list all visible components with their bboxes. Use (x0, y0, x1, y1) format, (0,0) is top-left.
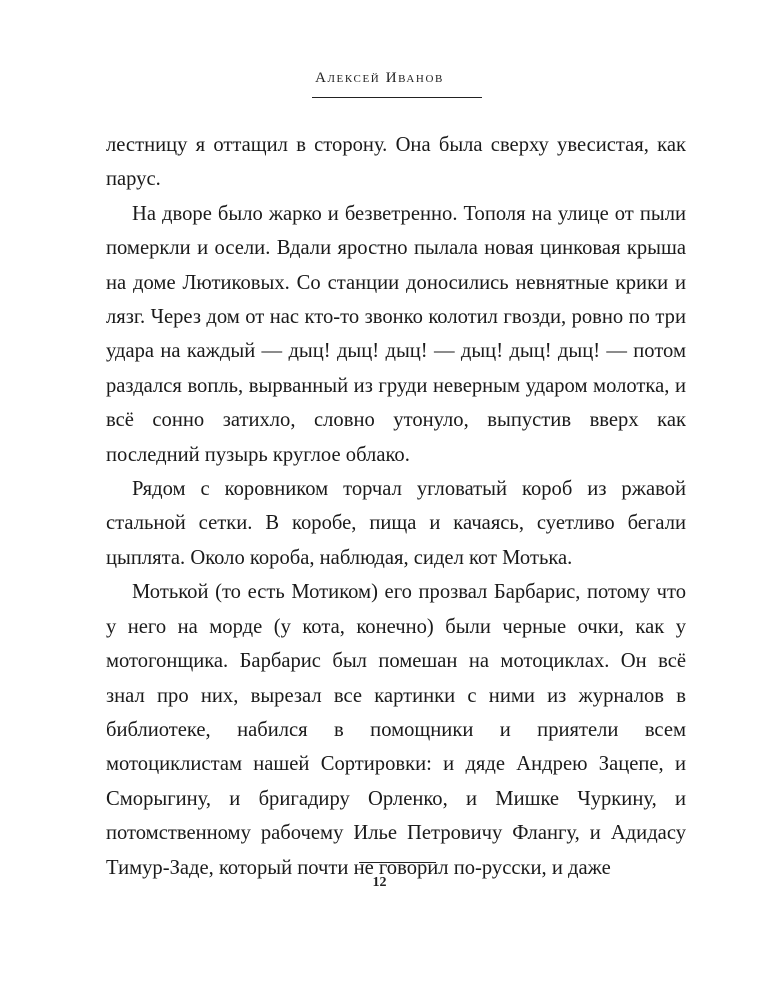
header-rule (312, 97, 482, 98)
running-head-author: Алексей Иванов (315, 70, 444, 86)
footer-rule (359, 862, 436, 863)
paragraph-2: На дворе было жарко и безветренно. Тополя на улице от пыли померкли и осели. Вдали яростно пылала новая цинковая крыша на доме Лютиковых. Со станции доносились невнятные крики и лязг. Через дом от нас кто-то звонко колотил гвозди, ровно по три удара на каждый — дыц! дыц! дыц! — дыц! дыц! дыц! — потом раздался вопль, вырванный из груди неверным ударом молотка, и всё сонно затихло, словно утонуло, выпустив вверх как последний пузырь круглое облако. (106, 202, 686, 466)
paragraph-4: Мотькой (то есть Мотиком) его прозвал Барбарис, потому что у него на морде (у кота, конечно) были черные очки, как у мотогонщика. Барбарис был помешан на мотоциклах. Он всё знал про них, вырезал все картинки с ними из журналов в библиотеке, набился в помощники и приятели всем мотоциклистам нашей Сортировки: и дяде Андрею Зацепе, и Сморыгину, и бригадиру Орленко, и Мишке Чуркину, и потомственному рабочему Илье Петровичу Флангу, и Адидасу Тимур-Заде, который почти не говорил по-русски, и даже (106, 581, 686, 879)
page-number: 12 (372, 875, 387, 890)
paragraph-1: лестницу я оттащил в сторону. Она была сверху увесистая, как парус. (106, 134, 686, 191)
paragraph-3: Рядом с коровником торчал угловатый короб из ржавой стальной сетки. В коробе, пища и качаясь, суетливо бегали цыплята. Около короба, наблюдая, сидел кот Мотька. (106, 478, 686, 569)
body-text (106, 128, 686, 885)
